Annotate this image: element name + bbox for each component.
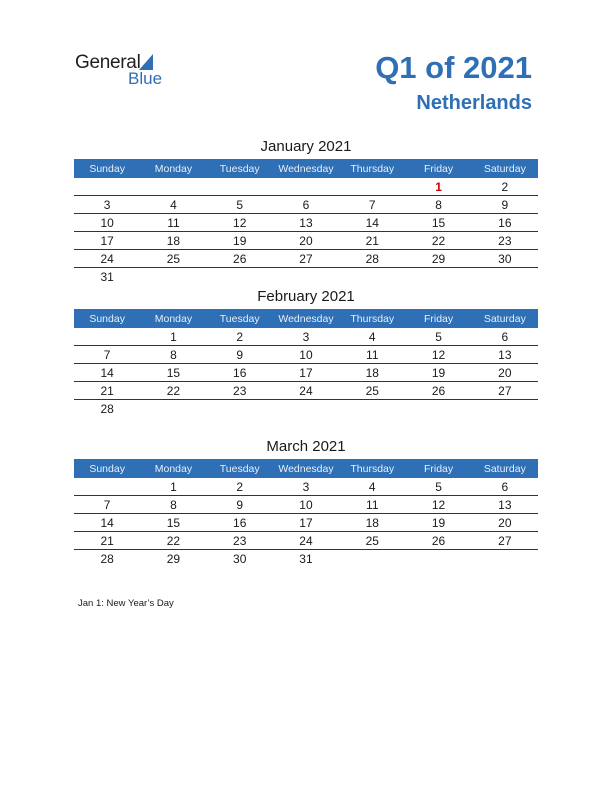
day-cell: 18 bbox=[339, 364, 405, 382]
day-cell: 23 bbox=[472, 232, 538, 250]
day-cell: 19 bbox=[405, 364, 471, 382]
day-cell: 10 bbox=[273, 496, 339, 514]
weekday-header: Sunday bbox=[74, 309, 140, 328]
empty-day-cell bbox=[339, 550, 405, 568]
country-name: Netherlands bbox=[416, 92, 532, 114]
month-title: January 2021 bbox=[260, 138, 352, 155]
day-cell: 29 bbox=[166, 551, 181, 566]
day-cell: 9 bbox=[207, 346, 273, 364]
day-cell: 6 bbox=[472, 478, 538, 496]
day-cell: 18 bbox=[140, 232, 206, 250]
day-cell: 14 bbox=[74, 514, 140, 532]
day-cell: 28 bbox=[100, 551, 114, 566]
empty-day-cell bbox=[74, 178, 140, 196]
logo-text-general: General bbox=[75, 52, 141, 73]
day-cell: 14 bbox=[339, 214, 405, 232]
day-cell: 18 bbox=[339, 514, 405, 532]
generalblue-logo bbox=[75, 52, 175, 92]
day-cell: 13 bbox=[472, 496, 538, 514]
month-march bbox=[74, 437, 538, 567]
day-cell: 10 bbox=[273, 346, 339, 364]
day-cell: 8 bbox=[140, 496, 206, 514]
day-cell: 28 bbox=[100, 401, 114, 416]
day-cell: 7 bbox=[74, 346, 140, 364]
day-cell: 14 bbox=[74, 364, 140, 382]
empty-day-cell bbox=[140, 400, 206, 418]
day-cell: 31 bbox=[100, 269, 114, 284]
empty-day-cell bbox=[74, 478, 140, 496]
week-row bbox=[74, 550, 538, 568]
day-cell: 15 bbox=[140, 364, 206, 382]
day-cell: 25 bbox=[339, 382, 405, 400]
day-cell: 9 bbox=[207, 496, 273, 514]
weekday-header: Wednesday bbox=[273, 459, 339, 478]
empty-day-cell bbox=[339, 268, 405, 286]
weekday-header: Wednesday bbox=[273, 309, 339, 328]
day-cell: 3 bbox=[273, 328, 339, 346]
week-row bbox=[74, 214, 538, 232]
day-cell: 19 bbox=[405, 514, 471, 532]
weekday-header: Wednesday bbox=[273, 159, 339, 178]
day-cell: 6 bbox=[273, 196, 339, 214]
day-cell: 15 bbox=[405, 214, 471, 232]
day-cell: 21 bbox=[74, 532, 140, 550]
day-cell: 26 bbox=[405, 382, 471, 400]
day-cell: 16 bbox=[472, 214, 538, 232]
week-row bbox=[74, 346, 538, 364]
weekday-header: Thursday bbox=[339, 309, 405, 328]
calendar-table bbox=[74, 459, 538, 567]
day-cell: 15 bbox=[140, 514, 206, 532]
weekday-header: Friday bbox=[405, 459, 471, 478]
day-cell: 16 bbox=[207, 364, 273, 382]
day-cell: 11 bbox=[339, 346, 405, 364]
day-cell: 1 bbox=[405, 178, 471, 196]
day-cell: 5 bbox=[405, 478, 471, 496]
day-cell: 30 bbox=[472, 250, 538, 268]
week-row bbox=[74, 382, 538, 400]
day-cell: 2 bbox=[472, 178, 538, 196]
day-cell: 27 bbox=[472, 532, 538, 550]
day-cell: 31 bbox=[299, 551, 313, 566]
day-cell: 11 bbox=[339, 496, 405, 514]
weekday-header: Tuesday bbox=[207, 459, 273, 478]
logo-triangle-icon bbox=[139, 54, 153, 70]
empty-day-cell bbox=[472, 268, 538, 286]
empty-day-cell bbox=[339, 178, 405, 196]
weekday-header: Friday bbox=[405, 159, 471, 178]
day-cell: 24 bbox=[273, 382, 339, 400]
day-cell: 1 bbox=[140, 478, 206, 496]
weekday-header: Thursday bbox=[339, 459, 405, 478]
empty-day-cell bbox=[472, 550, 538, 568]
week-row bbox=[74, 178, 538, 196]
holiday-note: Jan 1: New Year’s Day bbox=[78, 598, 174, 609]
day-cell: 8 bbox=[140, 346, 206, 364]
calendar-table bbox=[74, 159, 538, 285]
weekday-header: Monday bbox=[140, 159, 206, 178]
month-january bbox=[74, 137, 538, 285]
week-row bbox=[74, 478, 538, 496]
weekday-header: Friday bbox=[405, 309, 471, 328]
month-title: March 2021 bbox=[266, 438, 346, 455]
day-cell: 19 bbox=[207, 232, 273, 250]
day-cell: 4 bbox=[339, 328, 405, 346]
day-cell: 20 bbox=[472, 364, 538, 382]
empty-day-cell bbox=[74, 328, 140, 346]
day-cell: 21 bbox=[339, 232, 405, 250]
day-cell: 25 bbox=[140, 250, 206, 268]
day-cell: 23 bbox=[207, 382, 273, 400]
empty-day-cell bbox=[207, 178, 273, 196]
day-cell: 23 bbox=[207, 532, 273, 550]
day-cell: 29 bbox=[405, 250, 471, 268]
empty-day-cell bbox=[273, 400, 339, 418]
week-row bbox=[74, 532, 538, 550]
day-cell: 16 bbox=[207, 514, 273, 532]
day-cell: 2 bbox=[207, 328, 273, 346]
day-cell: 27 bbox=[273, 250, 339, 268]
day-cell: 4 bbox=[140, 196, 206, 214]
weekday-header: Saturday bbox=[472, 309, 538, 328]
empty-day-cell bbox=[472, 400, 538, 418]
week-row bbox=[74, 250, 538, 268]
day-cell: 1 bbox=[140, 328, 206, 346]
weekday-header: Sunday bbox=[74, 159, 140, 178]
week-row bbox=[74, 514, 538, 532]
calendar-table bbox=[74, 309, 538, 417]
month-february bbox=[74, 287, 538, 417]
empty-day-cell bbox=[207, 400, 273, 418]
day-cell: 20 bbox=[472, 514, 538, 532]
day-cell: 3 bbox=[74, 196, 140, 214]
logo-text-blue: Blue bbox=[128, 69, 163, 88]
day-cell: 20 bbox=[273, 232, 339, 250]
empty-day-cell bbox=[339, 400, 405, 418]
day-cell: 22 bbox=[140, 532, 206, 550]
weekday-header: Monday bbox=[140, 459, 206, 478]
week-row bbox=[74, 364, 538, 382]
weekday-header: Thursday bbox=[339, 159, 405, 178]
weekday-header: Monday bbox=[140, 309, 206, 328]
weekday-header: Sunday bbox=[74, 459, 140, 478]
page-title: Q1 of 2021 bbox=[375, 50, 532, 85]
day-cell: 9 bbox=[472, 196, 538, 214]
day-cell: 6 bbox=[472, 328, 538, 346]
empty-day-cell bbox=[273, 268, 339, 286]
day-cell: 7 bbox=[74, 496, 140, 514]
day-cell: 13 bbox=[273, 214, 339, 232]
empty-day-cell bbox=[140, 178, 206, 196]
day-cell: 26 bbox=[207, 250, 273, 268]
day-cell: 30 bbox=[233, 551, 247, 566]
day-cell: 28 bbox=[339, 250, 405, 268]
month-title: February 2021 bbox=[257, 288, 355, 305]
day-cell: 27 bbox=[472, 382, 538, 400]
weekday-header: Saturday bbox=[472, 459, 538, 478]
day-cell: 11 bbox=[140, 214, 206, 232]
day-cell: 8 bbox=[405, 196, 471, 214]
day-cell: 5 bbox=[207, 196, 273, 214]
day-cell: 17 bbox=[273, 514, 339, 532]
day-cell: 12 bbox=[207, 214, 273, 232]
day-cell: 22 bbox=[140, 382, 206, 400]
day-cell: 7 bbox=[339, 196, 405, 214]
day-cell: 21 bbox=[74, 382, 140, 400]
day-cell: 13 bbox=[472, 346, 538, 364]
week-row bbox=[74, 232, 538, 250]
empty-day-cell bbox=[405, 400, 471, 418]
day-cell: 17 bbox=[273, 364, 339, 382]
day-cell: 26 bbox=[405, 532, 471, 550]
day-cell: 12 bbox=[405, 346, 471, 364]
day-cell: 24 bbox=[273, 532, 339, 550]
week-row bbox=[74, 400, 538, 418]
day-cell: 17 bbox=[74, 232, 140, 250]
empty-day-cell bbox=[207, 268, 273, 286]
day-cell: 4 bbox=[339, 478, 405, 496]
empty-day-cell bbox=[405, 550, 471, 568]
empty-day-cell bbox=[140, 268, 206, 286]
day-cell: 12 bbox=[405, 496, 471, 514]
day-cell: 22 bbox=[405, 232, 471, 250]
day-cell: 3 bbox=[273, 478, 339, 496]
weekday-header: Tuesday bbox=[207, 159, 273, 178]
day-cell: 25 bbox=[339, 532, 405, 550]
weekday-header: Saturday bbox=[472, 159, 538, 178]
weekday-header: Tuesday bbox=[207, 309, 273, 328]
week-row bbox=[74, 268, 538, 286]
day-cell: 24 bbox=[74, 250, 140, 268]
day-cell: 2 bbox=[207, 478, 273, 496]
week-row bbox=[74, 496, 538, 514]
empty-day-cell bbox=[273, 178, 339, 196]
day-cell: 5 bbox=[405, 328, 471, 346]
week-row bbox=[74, 196, 538, 214]
week-row bbox=[74, 328, 538, 346]
empty-day-cell bbox=[405, 268, 471, 286]
day-cell: 10 bbox=[74, 214, 140, 232]
